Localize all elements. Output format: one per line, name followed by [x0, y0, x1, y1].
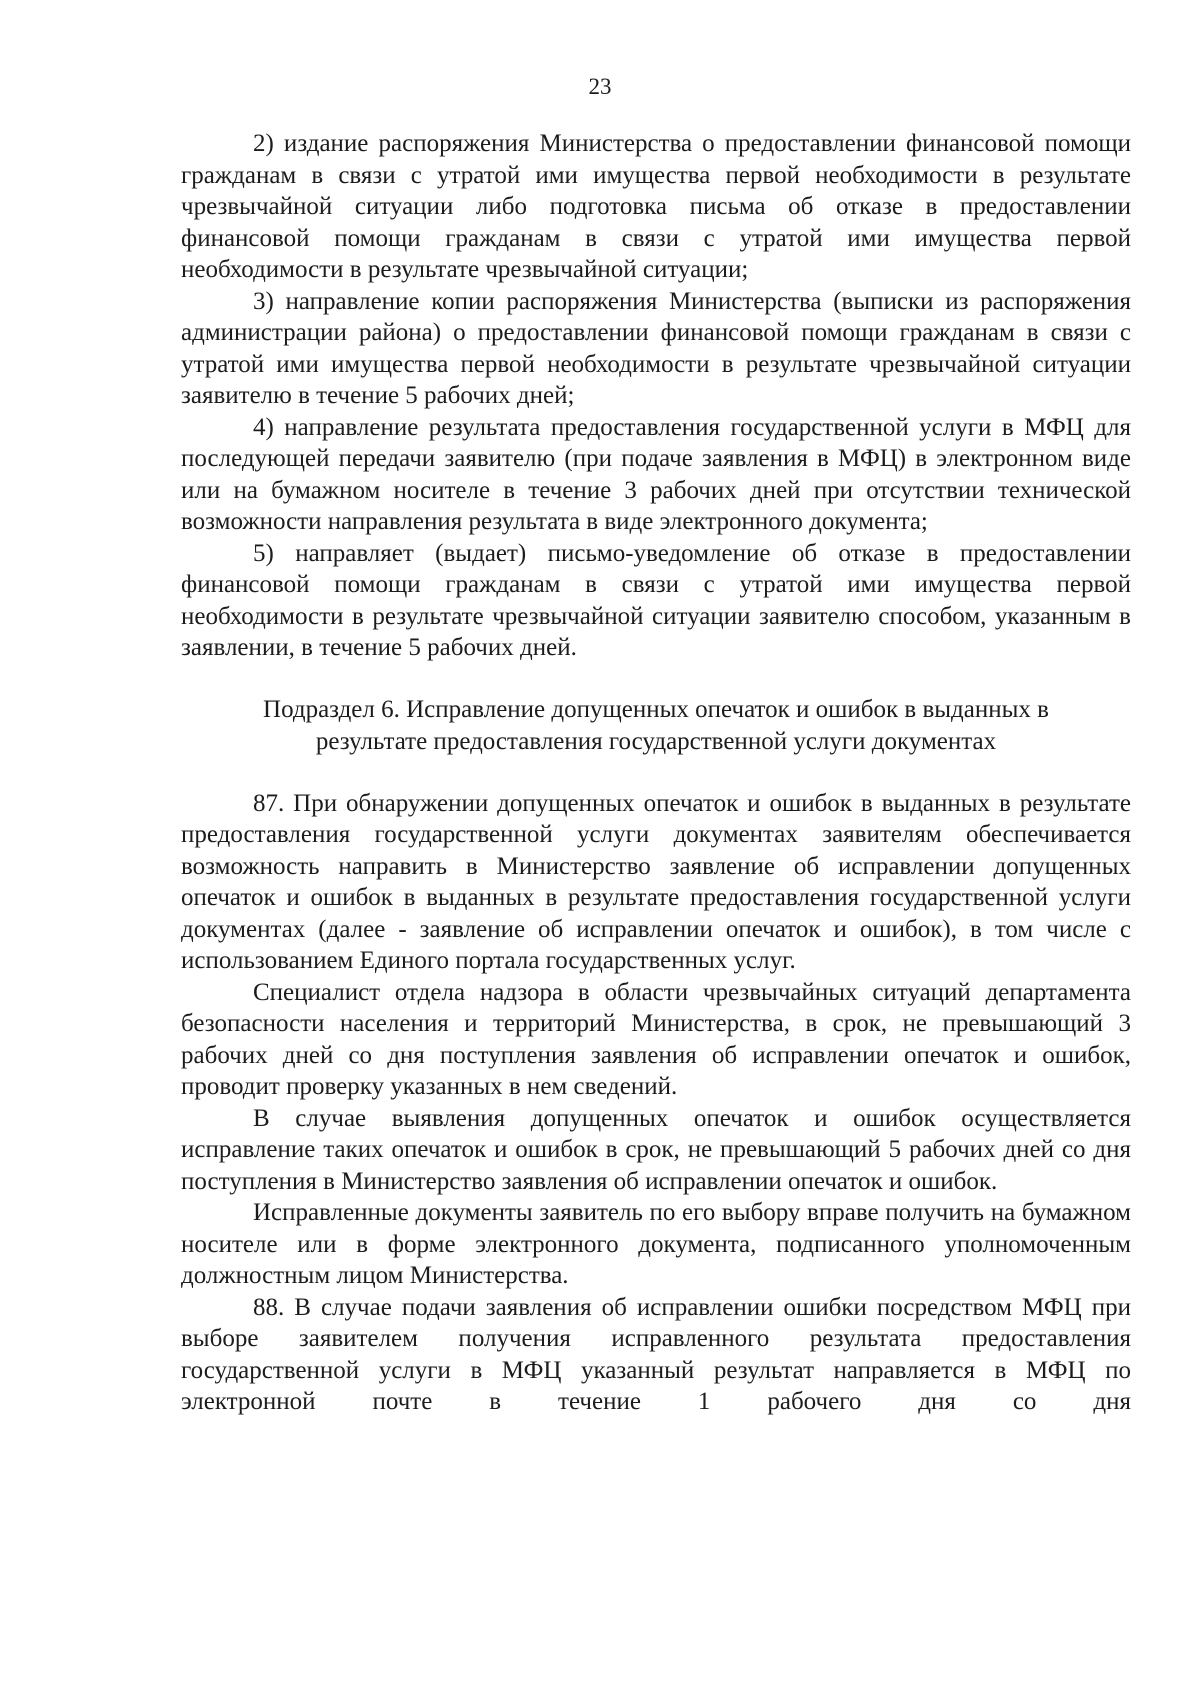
- paragraph-corrected-documents: Исправленные документы заявитель по его выбору вправе получить на бумажном носителе или в форме электронного документа, подписанного уполномоченным должностным лицом Министерства.: [181, 1199, 1131, 1289]
- paragraph-88: 88. В случае подачи заявления об исправлении ошибки посредством МФЦ при выборе заявителем получения исправленного результата предоставления государственной услуги в МФЦ указанный результат направляется в МФЦ по электронной почте в течение 1 рабочего дня со дня: [181, 1293, 1131, 1415]
- subsection-heading: [181, 694, 1131, 758]
- paragraph-item-2: 2) издание распоряжения Министерства о предоставлении финансовой помощи гражданам в связи с утратой ими имущества первой необходимости в результате чрезвычайной ситуации либо подготовка письма об отказе в предоставлении финансовой помощи гражданам в связи с утратой ими имущества первой необходимости в результате чрезвычайной ситуации;: [181, 130, 1131, 283]
- document-body: [181, 128, 1131, 1418]
- page-number: 23: [588, 74, 612, 99]
- paragraph-item-4: 4) направление результата предоставления государственной услуги в МФЦ для последующей передачи заявителю (при подаче заявления в МФЦ) в электронном виде или на бумажном носителе в течение 3 рабочих дней при отсутствии технической возможности направления результата в виде электронного документа;: [181, 413, 1131, 535]
- paragraph-87: 87. При обнаружении допущенных опечаток и ошибок в выданных в результате предоставления государственной услуги документах заявителям обеспечивается возможность направить в Министерство заявление об исправлении допущенных опечаток и ошибок в выданных в результате предоставления государственной услуги документах (далее - заявление об исправлении опечаток и ошибок), в том числе с использованием Единого портала государственных услуг.: [181, 789, 1131, 974]
- subsection-heading-line-1: Подраздел 6. Исправление допущенных опечаток и ошибок в выданных в: [263, 695, 1049, 723]
- paragraph-specialist: Специалист отдела надзора в области чрезвычайных ситуаций департамента безопасности населения и территорий Министерства, в срок, не превышающий 3 рабочих дней со дня поступления заявления об исправлении опечаток и ошибок, проводит проверку указанных в нем сведений.: [181, 978, 1131, 1100]
- paragraph-item-5: 5) направляет (выдает) письмо-уведомление об отказе в предоставлении финансовой помощи гражданам в связи с утратой ими имущества первой необходимости в результате чрезвычайной ситуации заявителю способом, указанным в заявлении, в течение 5 рабочих дней.: [181, 539, 1131, 661]
- paragraph-correction: В случае выявления допущенных опечаток и ошибок осуществляется исправление таких опечаток и ошибок в срок, не превышающий 5 рабочих дней со дня поступления в Министерство заявления об исправлении опечаток и ошибок.: [181, 1104, 1131, 1195]
- subsection-heading-line-2: результате предоставления государственной услуги документах: [315, 727, 997, 755]
- paragraph-item-3: 3) направление копии распоряжения Министерства (выписки из распоряжения администрации района) о предоставлении финансовой помощи гражданам в связи с утратой ими имущества первой необходимости в результате чрезвычайной ситуации заявителю в течение 5 рабочих дней;: [181, 287, 1131, 409]
